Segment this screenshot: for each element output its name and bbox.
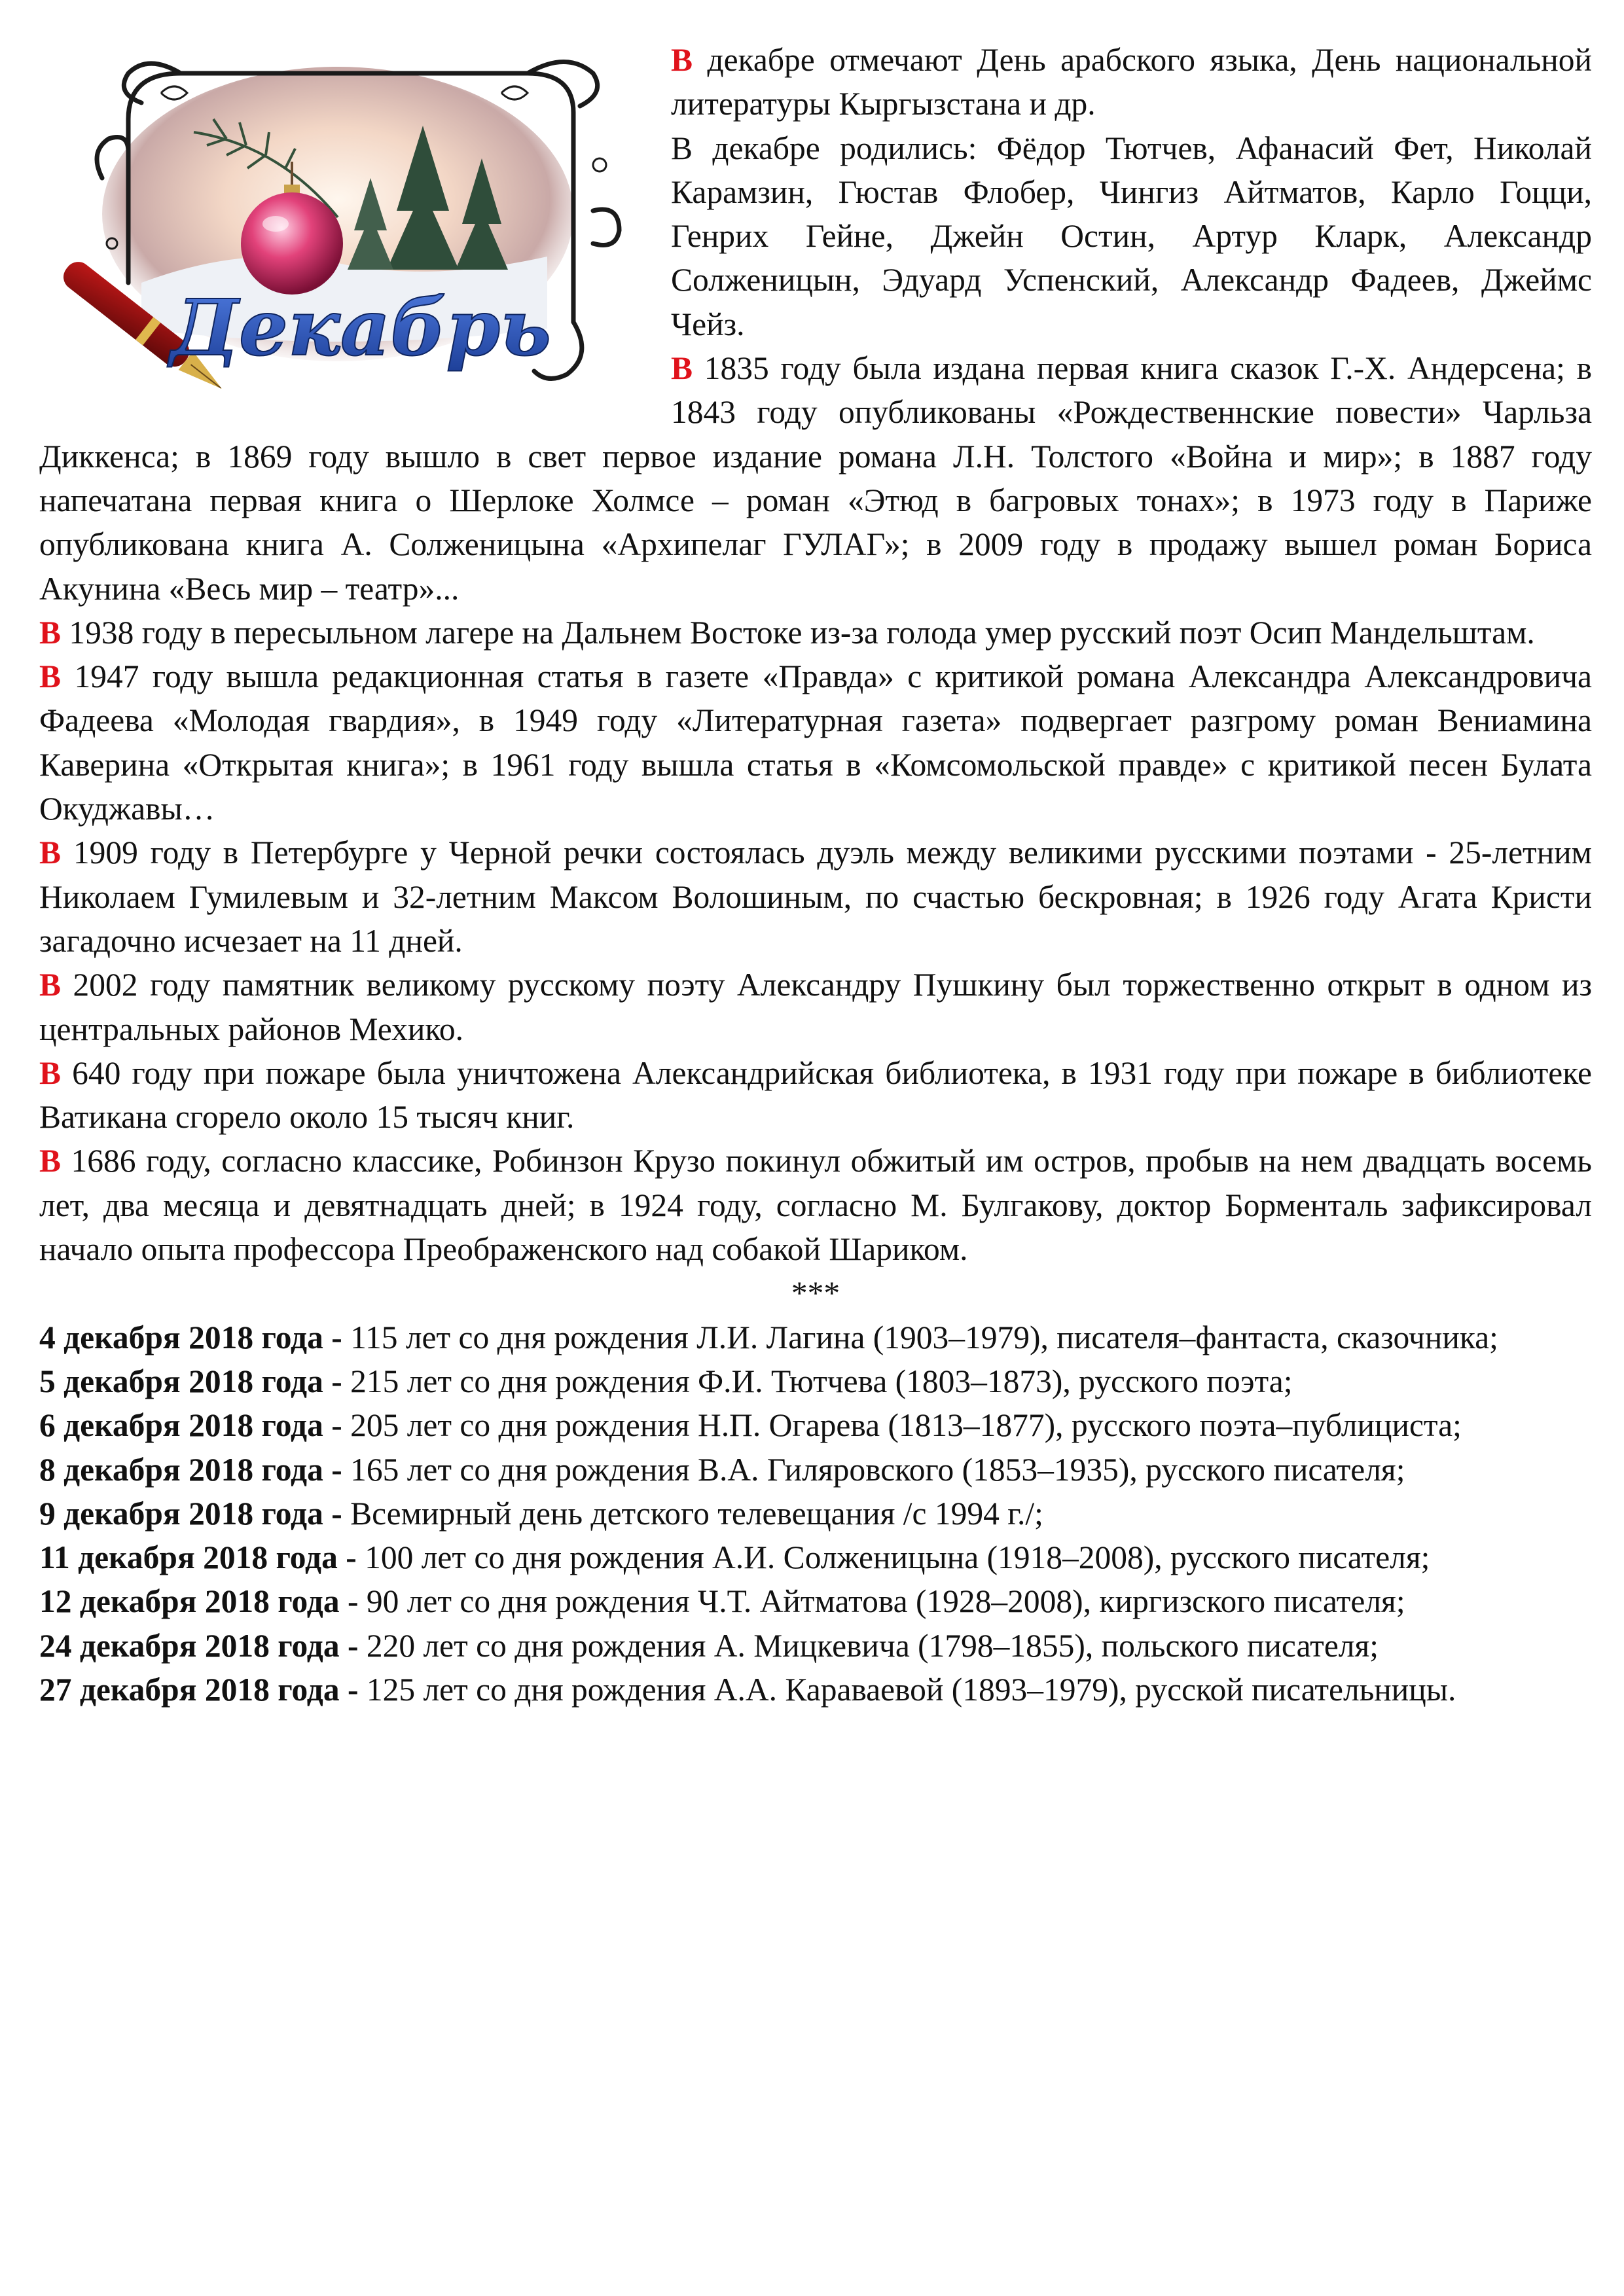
paragraph-birthdays: В декабре родились: Фёдор Тютчев, Афанасий Фет, Николай Карамзин, Гюстав Флобер, Чингиз Айтматов, Карло Гоцци, Генрих Гейне, Джейн Остин, Артур Кларк, Александр Солженицын, Эдуард Успенский, Александр Фадеев, Джеймс Чейз. bbox=[671, 130, 1592, 342]
list-item: 6 декабря 2018 года - 205 лет со дня рождения Н.П. Огарева (1813–1877), русского поэта–публициста; bbox=[39, 1407, 1462, 1444]
anniversary-date: 8 декабря 2018 года - bbox=[39, 1451, 342, 1488]
list-item: 11 декабря 2018 года - 100 лет со дня рождения А.И. Солженицына (1918–2008), русского писателя; bbox=[39, 1539, 1430, 1576]
anniversary-date: 11 декабря 2018 года - bbox=[39, 1539, 357, 1576]
anniversary-date: 4 декабря 2018 года - bbox=[39, 1319, 342, 1355]
anniversary-date: 24 декабря 2018 года - bbox=[39, 1627, 359, 1664]
december-illustration bbox=[30, 47, 649, 397]
paragraph-holidays: В декабре отмечают День арабского языка, День национальной литературы Кыргызстана и др. bbox=[671, 42, 1592, 122]
list-item: 4 декабря 2018 года - 115 лет со дня рождения Л.И. Лагина (1903–1979), писателя–фантаста, сказочника; bbox=[39, 1319, 1498, 1355]
list-item: 24 декабря 2018 года - 220 лет со дня рождения А. Мицкевича (1798–1855), польского писателя; bbox=[39, 1627, 1379, 1664]
anniversary-date: 5 декабря 2018 года - bbox=[39, 1363, 342, 1399]
paragraph-mandelstam: В 1938 году в пересыльном лагере на Дальнем Востоке из-за голода умер русский поэт Осип Мандельштам. bbox=[39, 614, 1535, 651]
anniversary-date: 9 декабря 2018 года - bbox=[39, 1495, 342, 1532]
red-lead-letter: В bbox=[39, 1143, 62, 1179]
paragraph-library-fires: В 640 году при пожаре была уничтожена Александрийская библиотека, в 1931 году при пожаре в библиотеке Ватикана сгорело около 15 тысяч книг. bbox=[39, 1054, 1592, 1136]
paragraph-criticism: В 1947 году вышла редакционная статья в газете «Правда» с критикой романа Александра Александровича Фадеева «Молодая гвардия», в 1949 году «Литературная газета» подвергает разгрому роман Вениамина Каверина «Открытая книга»; в 1961 году вышла статья в «Комсомольской правде» с критикой песен Булата Окуджавы… bbox=[39, 658, 1592, 827]
list-item: 12 декабря 2018 года - 90 лет со дня рождения Ч.Т. Айтматова (1928–2008), киргизского писателя; bbox=[39, 1583, 1405, 1620]
red-lead-letter: В bbox=[39, 614, 62, 651]
list-item: 5 декабря 2018 года - 215 лет со дня рождения Ф.И. Тютчева (1803–1873), русского поэта; bbox=[39, 1363, 1293, 1399]
red-lead-letter: В bbox=[671, 350, 693, 387]
anniversary-date: 27 декабря 2018 года - bbox=[39, 1671, 359, 1708]
list-item: 8 декабря 2018 года - 165 лет со дня рождения В.А. Гиляровского (1853–1935), русского писателя; bbox=[39, 1451, 1405, 1488]
red-lead-letter: В bbox=[39, 967, 62, 1003]
document-page bbox=[39, 38, 1592, 1712]
paragraph-books-published: В 1835 году была издана первая книга сказок Г.-Х. Андерсена; в 1843 году опубликованы «Рождественнские повести» Чарльза Диккенса; в 1869 году вышло в свет первое издание романа Л.Н. Толстого «Война и мир»; в 1887 году напечатана первая книга о Шерлоке Холмсе – роман «Этюд в багровых тонах»; в 1973 году в Париже опубликована книга А. Солженицына «Архипелаг ГУЛАГ»; в 2009 году в продажу вышел роман Бориса Акунина «Весь мир – театр»... bbox=[39, 350, 1592, 607]
list-item: 27 декабря 2018 года - 125 лет со дня рождения А.А. Караваевой (1893–1979), русской писательницы. bbox=[39, 1671, 1456, 1708]
anniversary-list bbox=[39, 1316, 1592, 1712]
red-lead-letter: В bbox=[39, 1054, 62, 1091]
december-caption: Декабрь bbox=[170, 282, 551, 373]
anniversary-date: 12 декабря 2018 года - bbox=[39, 1583, 359, 1620]
list-item: 9 декабря 2018 года - Всемирный день детского телевещания /с 1994 г./; bbox=[39, 1495, 1043, 1532]
anniversary-date: 6 декабря 2018 года - bbox=[39, 1407, 342, 1444]
section-separator: *** bbox=[791, 1275, 840, 1312]
red-lead-letter: В bbox=[39, 658, 62, 695]
red-lead-letter: В bbox=[671, 42, 693, 78]
december-calendar-illustration-icon bbox=[30, 47, 649, 397]
paragraph-pushkin-monument: В 2002 году памятник великому русскому поэту Александру Пушкину был торжественно открыт в одном из центральных районов Мехико. bbox=[39, 967, 1592, 1047]
red-lead-letter: В bbox=[39, 834, 62, 871]
paragraph-duel: В 1909 году в Петербурге у Черной речки состоялась дуэль между великими русскими поэтами - 25-летним Николаем Гумилевым и 32-летним Максом Волошиным, по счастью бескровная; в 1926 году Агата Кристи загадочно исчезает на 11 дней. bbox=[39, 834, 1592, 959]
paragraph-robinson: В 1686 году, согласно классике, Робинзон Крузо покинул обжитый им остров, пробыв на нем двадцать восемь лет, два месяца и девятнадцать дней; в 1924 году, согласно М. Булгакову, доктор Борменталь зафиксировал начало опыта профессора Преображенского над собакой Шариком. bbox=[39, 1143, 1592, 1268]
